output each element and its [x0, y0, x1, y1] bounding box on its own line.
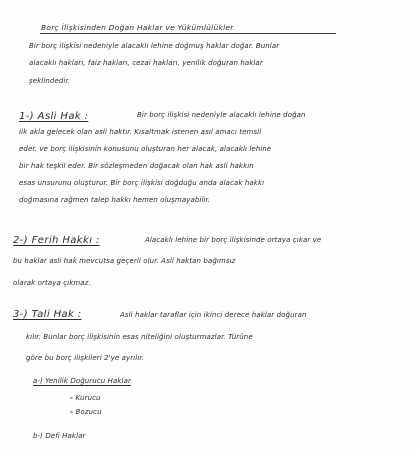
page-title: Borç İlişkisinden Doğan Haklar ve Yükümlülükler [41, 23, 234, 32]
section-2-heading [13, 235, 100, 246]
section-3-line-2: kılır. Bunlar borç ilişkisinin esas niteliğini oluşturmazlar. Türüne [26, 333, 253, 341]
sub-b-label: b-) Defi Haklar [33, 432, 86, 440]
intro-line-3: şeklindedir. [29, 77, 71, 85]
sub-a-label-text: a-) Yenilik Doğurucu Haklar [33, 377, 131, 385]
section-2-line-2: bu haklar asli hak mevcutsa geçerli olur. Asli haktan bağımsız [13, 257, 236, 265]
section-1-line-6: doğmasına rağmen talep hakkı hemen oluşmayabilir. [19, 196, 211, 204]
section-1-line-3: eder. ve borç ilişkisinin konusunu oluşturan her alacak, alacaklı lehine [19, 145, 272, 153]
bullet-dash: - [70, 394, 76, 402]
section-1-line-4: bir hak teşkil eder. Bir sözleşmeden doğacak olan hak asli hakkın [19, 162, 254, 170]
section-1-line-1: Bir borç ilişkisi nedeniyle alacaklı lehine doğan [137, 111, 306, 119]
section-3-line-3: göre bu borç ilişkileri 2'ye ayrılır. [26, 354, 145, 362]
section-1-line-2: ilk akla gelecek olan asli haktır. Kısaltmak istenen asıl amacı temsil [19, 128, 262, 136]
title-underline [40, 33, 336, 34]
sub-a-item-1-text: Kurucu [75, 394, 101, 402]
section-2-heading-text: 2-) Ferih Hakkı : [13, 235, 100, 246]
intro-line-2: alacaklı hakları, faiz hakları, cezai hakları, yenilik doğuran haklar [29, 59, 263, 67]
sub-a-label [33, 377, 131, 386]
section-3-heading [13, 309, 82, 320]
section-3-heading-text: 3-) Tali Hak : [13, 309, 82, 320]
section-1-line-5: esas unsurunu oluşturur. Bir borç ilişkisi doğduğu anda alacak hakkı [19, 179, 265, 187]
section-2-line-3: olarak ortaya çıkmaz. [13, 279, 91, 287]
section-1-heading-text: 1-) Asli Hak : [19, 111, 89, 122]
sub-a-item-1 [70, 394, 101, 403]
section-1-heading [19, 111, 88, 122]
intro-line-1: Bir borç ilişkisi nedeniyle alacaklı lehine doğmuş haklar doğar. Bunlar [29, 42, 280, 50]
sub-a-item-2 [70, 408, 102, 417]
section-3-line-1: Asli haklar taraflar için ikinci derece haklar doğuran [120, 311, 307, 319]
section-2-line-1: Alacaklı lehine bir borç ilişkisinde ortaya çıkar ve [145, 236, 322, 244]
sub-a-item-2-text: Bozucu [75, 408, 102, 416]
bullet-dash: - [70, 408, 76, 416]
